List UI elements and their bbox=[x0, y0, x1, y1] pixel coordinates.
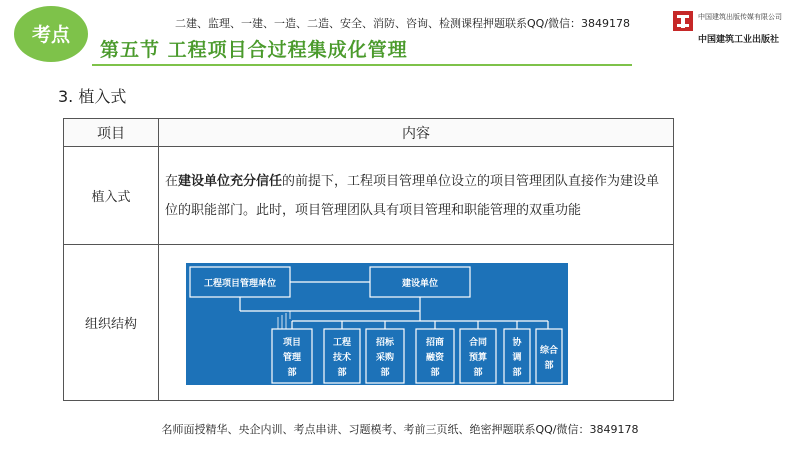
org-top-box-label: 建设单位 bbox=[401, 279, 439, 289]
table-header-content: 内容 bbox=[159, 119, 674, 147]
top-banner-text: 二建、监理、一建、一造、二造、安全、消防、咨询、检测课程押题联系QQ/微信：3849178 bbox=[175, 17, 631, 30]
dept-label-1-line-1: 项目 bbox=[282, 338, 302, 348]
desc-bold: 建设单位充分信任 bbox=[178, 173, 283, 189]
topic-badge bbox=[14, 6, 88, 62]
badge-label: 考点 bbox=[31, 24, 70, 46]
publisher-emblem-icon bbox=[672, 10, 694, 32]
footer-text: 名师面授精华、央企内训、考点串讲、习题模考、考前三页纸、绝密押题联系QQ/微信：3849178 bbox=[161, 423, 639, 436]
dept-label-1-line-2: 管理 bbox=[282, 353, 302, 363]
dept-label-2-line-3: 部 bbox=[337, 368, 347, 378]
publisher-logo bbox=[672, 8, 792, 48]
dept-label-2-line-2: 技术 bbox=[332, 353, 352, 363]
row-label-embedded: 植入式 bbox=[64, 147, 159, 245]
org-left-box-label: 工程项目管理单位 bbox=[203, 279, 277, 289]
dept-label-3-line-1: 招标 bbox=[375, 338, 395, 348]
publisher-name: 中国建筑出版传媒有限公司 bbox=[698, 13, 782, 21]
section-heading: 3. 植入式 bbox=[58, 87, 127, 106]
title-underline bbox=[92, 64, 632, 66]
dept-label-7-line-2: 部 bbox=[544, 361, 554, 371]
dept-label-3-line-3: 部 bbox=[380, 368, 390, 378]
dept-label-5-line-3: 部 bbox=[473, 368, 483, 378]
dept-label-1-line-3: 部 bbox=[287, 368, 297, 378]
row-label-org: 组织结构 bbox=[64, 245, 159, 401]
dept-label-4-line-2: 融资 bbox=[425, 353, 445, 363]
dept-label-6-line-2: 调 bbox=[512, 353, 522, 363]
publisher-name-cn: 中国建筑工业出版社 bbox=[698, 35, 780, 45]
dept-label-5-line-2: 预算 bbox=[468, 353, 488, 363]
dept-label-2-line-1: 工程 bbox=[332, 338, 352, 348]
table-row bbox=[64, 147, 674, 245]
page-title: 第五节 工程项目合过程集成化管理 bbox=[100, 39, 408, 61]
desc-post: 的前提下，工程项目管理单位设立的项目管理团队直接作为建设单位的职能部门。此时，项目管理团队具有项目管理和职能管理的双重功能 bbox=[165, 173, 660, 218]
dept-label-3-line-2: 采购 bbox=[375, 353, 395, 363]
table-header-item: 项目 bbox=[64, 119, 159, 147]
dept-label-4-line-1: 招商 bbox=[425, 338, 445, 348]
table-header-row bbox=[64, 119, 674, 147]
description-text bbox=[159, 163, 673, 229]
dept-label-4-line-3: 部 bbox=[430, 368, 440, 378]
dept-label-6-line-3: 部 bbox=[512, 368, 522, 378]
desc-pre: 在 bbox=[165, 173, 179, 189]
org-chart-diagram bbox=[186, 263, 568, 385]
dept-label-6-line-1: 协 bbox=[512, 338, 522, 348]
dept-label-7-line-1: 综合 bbox=[539, 346, 559, 356]
dept-label-5-line-1: 合同 bbox=[468, 338, 488, 348]
row-content-cell bbox=[159, 147, 674, 245]
